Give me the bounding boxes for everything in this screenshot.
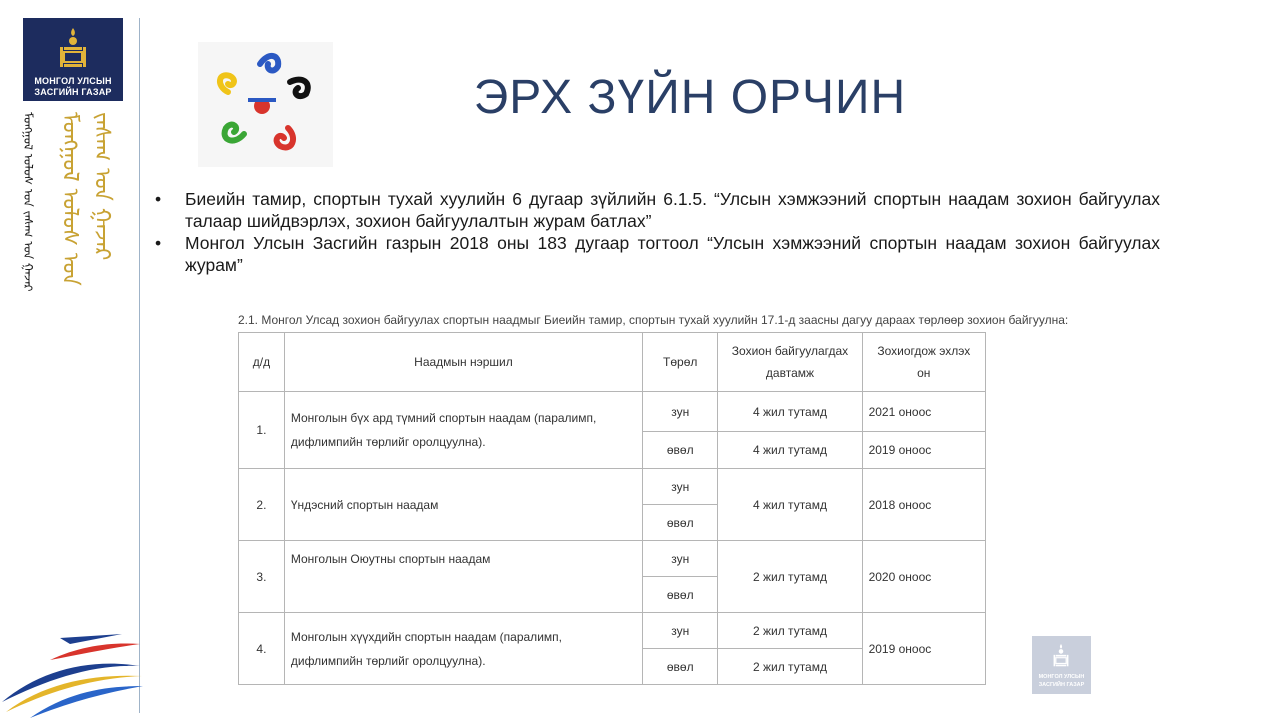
bullet-text: Монгол Улсын Засгийн газрын 2018 оны 183 дугаар тогтоол “Улсын хэмжээний спортын наадам зохион байгуулах журам” bbox=[185, 233, 1160, 275]
row-frequency: 4 жил тутамд bbox=[718, 469, 862, 541]
sidebar-divider bbox=[139, 18, 140, 713]
list-item bbox=[155, 232, 1160, 276]
header-start-year-line1: Зохиогдож эхлэх bbox=[877, 344, 971, 358]
list-item bbox=[155, 188, 1160, 232]
swoosh-decoration-icon bbox=[0, 630, 145, 720]
row-name: Монголын бүх ард түмний спортын наадам (паралимп, дифлимпийн төрлийг оролцуулна). bbox=[284, 392, 642, 469]
header-frequency bbox=[718, 333, 862, 392]
government-logo bbox=[23, 18, 123, 101]
gov-logo-line1: МОНГОЛ УЛСЫН bbox=[34, 76, 112, 86]
bullet-dot: • bbox=[155, 189, 162, 209]
header-start-year bbox=[862, 333, 985, 392]
festivals-table bbox=[238, 332, 986, 685]
row-type-winter: өвөл bbox=[643, 649, 718, 685]
row-number: 3. bbox=[239, 541, 285, 613]
bullet-list bbox=[155, 188, 1160, 276]
row-name: Монголын хүүхдийн спортын наадам (паралимп, дифлимпийн төрлийг оролцуулна). bbox=[284, 613, 642, 685]
row-type-winter: өвөл bbox=[643, 432, 718, 469]
row-type-summer: зун bbox=[643, 613, 718, 649]
page-title: ЭРХ ЗҮЙН ОРЧИН bbox=[473, 71, 907, 124]
soyombo-emblem-small-icon bbox=[1053, 642, 1069, 670]
row-year-summer: 2021 оноос bbox=[862, 392, 985, 432]
row-frequency-summer: 4 жил тутамд bbox=[718, 392, 862, 432]
bullet-dot: • bbox=[155, 233, 162, 253]
header-frequency-line2: давтамж bbox=[765, 366, 815, 380]
row-number: 2. bbox=[239, 469, 285, 541]
corner-government-logo bbox=[1032, 636, 1091, 694]
soyombo-emblem-icon bbox=[59, 26, 87, 72]
corner-logo-line2: ЗАСГИЙН ГАЗАР bbox=[1038, 682, 1085, 688]
row-type-summer: зун bbox=[643, 469, 718, 505]
row-frequency-winter: 4 жил тутамд bbox=[718, 432, 862, 469]
sports-festival-logo-icon bbox=[198, 42, 333, 167]
row-name: Үндэсний спортын наадам bbox=[284, 469, 642, 541]
row-frequency-summer: 2 жил тутамд bbox=[718, 613, 862, 649]
row-year: 2019 оноос bbox=[862, 613, 985, 685]
header-type: Төрөл bbox=[643, 333, 718, 392]
corner-logo-line1: МОНГОЛ УЛСЫН bbox=[1038, 674, 1085, 680]
table-row bbox=[239, 613, 986, 649]
row-year: 2018 оноос bbox=[862, 469, 985, 541]
mongolian-script-gold-2: ᠵᠠᠰᠠᠭ ᠤᠨ ᠭᠠᠵᠠᠷ bbox=[89, 112, 114, 261]
table-row bbox=[239, 469, 986, 505]
row-frequency-winter: 2 жил тутамд bbox=[718, 649, 862, 685]
row-year: 2020 оноос bbox=[862, 541, 985, 613]
table-header-row bbox=[239, 333, 986, 392]
table-caption: 2.1. Монгол Улсад зохион байгуулах спортын наадмыг Биеийн тамир, спортын тухай хуулийн 17.1-д заасны дагуу дараах төрлөөр зохион байгуулна: bbox=[238, 313, 1069, 327]
row-frequency: 2 жил тутамд bbox=[718, 541, 862, 613]
header-name: Наадмын нэршил bbox=[284, 333, 642, 392]
header-start-year-line2: он bbox=[917, 366, 931, 380]
mongolian-script-gold-1: ᠮᠣᠩᠭᠣᠯ ᠤᠯᠤᠰ ᠤᠨ bbox=[57, 112, 82, 286]
table-row bbox=[239, 541, 986, 577]
table-row bbox=[239, 392, 986, 432]
bullet-text: Биеийн тамир, спортын тухай хуулийн 6 дугаар зүйлийн 6.1.5. “Улсын хэмжээний спортын наадам зохион байгуулах талаар шийдвэрлэх, зохион байгуулалтын журам батлах” bbox=[185, 189, 1160, 231]
row-type-summer: зун bbox=[643, 392, 718, 432]
row-type-winter: өвөл bbox=[643, 577, 718, 613]
gov-logo-line2: ЗАСГИЙН ГАЗАР bbox=[34, 87, 112, 97]
row-year-winter: 2019 оноос bbox=[862, 432, 985, 469]
mongolian-script-black: ᠮᠣᠩᠭᠣᠯ ᠤᠯᠤᠰ ᠤᠨ ᠵᠠᠰᠠᠭ ᠤᠨ ᠭᠠᠵᠠᠷ bbox=[21, 112, 35, 292]
header-frequency-line1: Зохион байгуулагдах bbox=[731, 344, 849, 358]
header-num: д/д bbox=[239, 333, 285, 392]
row-type-summer: зун bbox=[643, 541, 718, 577]
row-number: 4. bbox=[239, 613, 285, 685]
row-number: 1. bbox=[239, 392, 285, 469]
row-name: Монголын Оюутны спортын наадам bbox=[284, 541, 642, 613]
row-type-winter: өвөл bbox=[643, 505, 718, 541]
